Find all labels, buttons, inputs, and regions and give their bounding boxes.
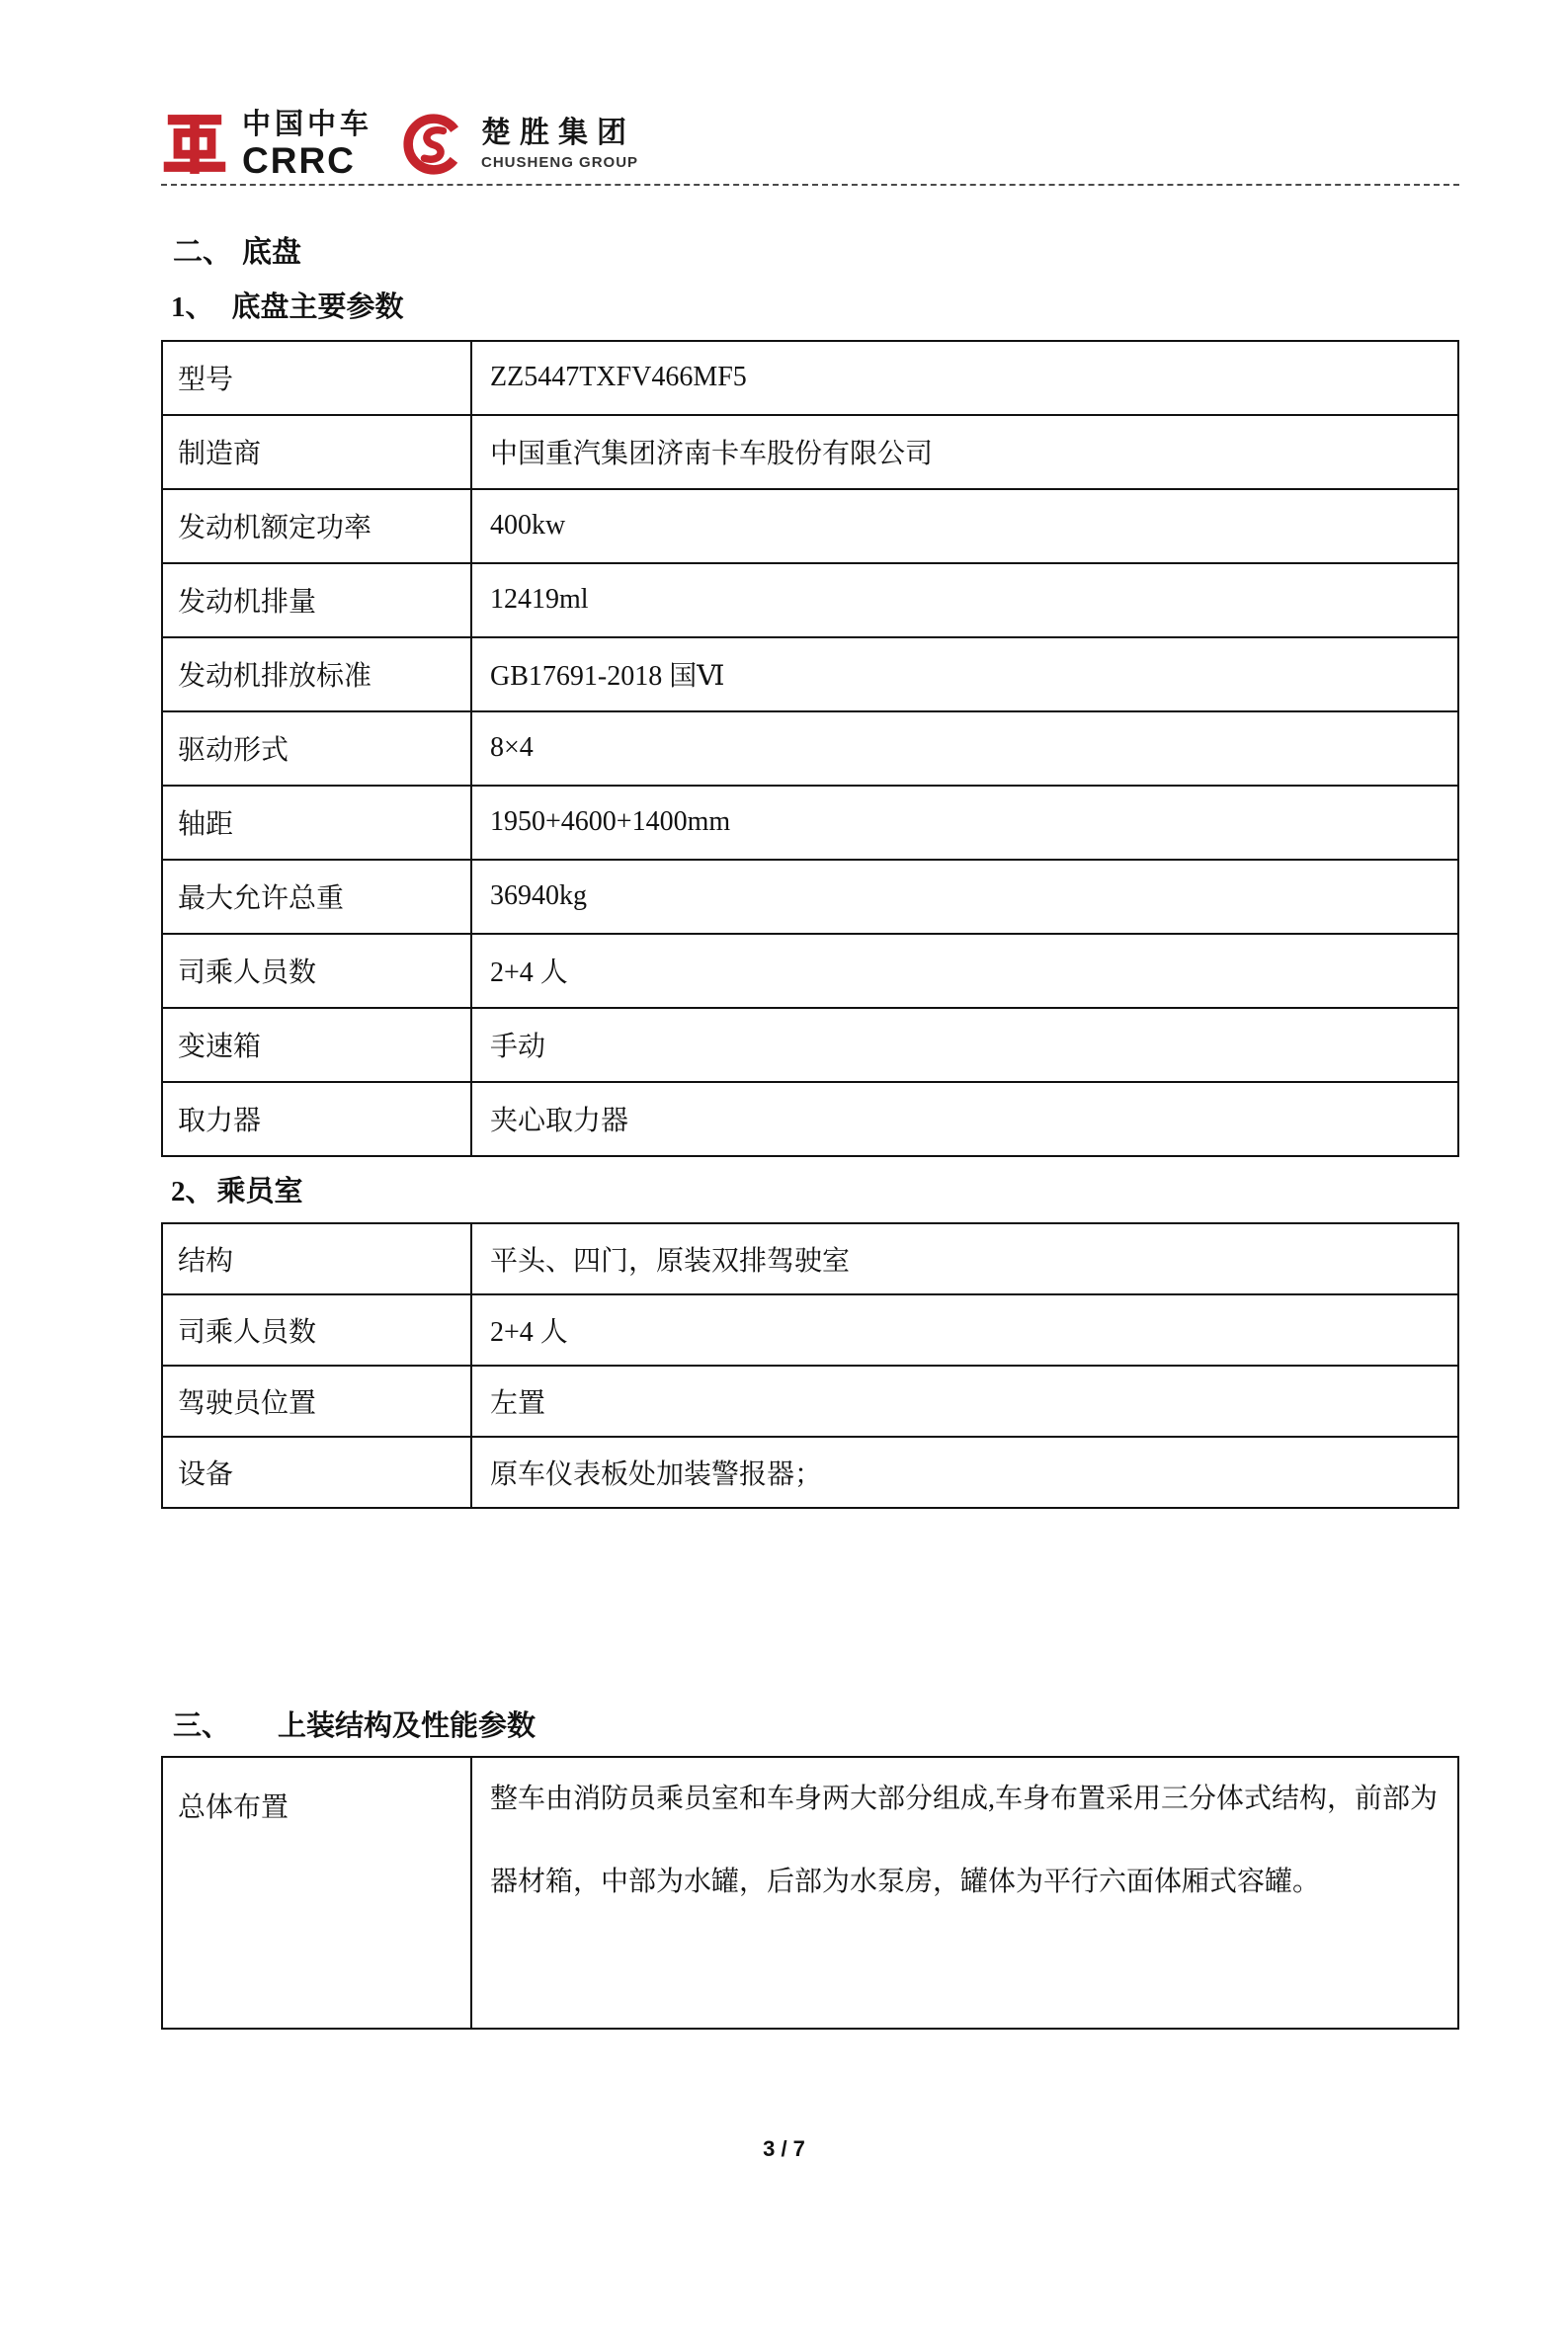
spec-label-cell: 设备 [162,1437,471,1508]
cabin-params-table [161,1222,1459,1509]
chassis-params-table-body [162,341,1458,1156]
table-row [162,1757,1458,2029]
chusheng-logo-text [481,116,639,171]
spec-label-cell: 驾驶员位置 [162,1366,471,1437]
section-heading-body-structure [173,1709,1459,1744]
chusheng-logo [400,111,638,178]
header-logos [161,108,1459,181]
crrc-emblem-icon [161,111,228,178]
spec-value-cell: 夹心取力器 [471,1082,1458,1156]
spec-value-cell: 原车仪表板处加装警报器； [471,1437,1458,1508]
spec-value-cell: 左置 [471,1366,1458,1437]
header-divider [161,184,1459,186]
spec-label-cell: 驱动形式 [162,711,471,786]
spec-value-cell: 平头、四门，原装双排驾驶室 [471,1223,1458,1294]
spec-value-cell: 1950+4600+1400mm [471,786,1458,860]
crrc-name-en: CRRC [242,139,356,181]
crrc-name-cn: 中国中车 [242,108,373,140]
subsection-heading-cabin [171,1175,1459,1209]
table-row [162,489,1458,563]
table-row [162,637,1458,711]
section-number: 二、 [173,236,232,269]
table-row [162,1008,1458,1082]
table-row [162,1294,1458,1366]
spec-value-cell: 手动 [471,1008,1458,1082]
table-row [162,934,1458,1008]
spec-label-cell: 结构 [162,1223,471,1294]
body-structure-table [161,1756,1459,2030]
spec-label-cell: 发动机排放标准 [162,637,471,711]
spec-label-cell: 取力器 [162,1082,471,1156]
spec-label-cell: 变速箱 [162,1008,471,1082]
spec-value-cell: 2+4 人 [471,934,1458,1008]
section-number: 三、 [173,1709,231,1742]
table-row [162,711,1458,786]
table-row [162,341,1458,415]
spec-value-cell: ZZ5447TXFV466MF5 [471,341,1458,415]
section-title: 底盘 [242,236,301,269]
spec-label-cell: 型号 [162,341,471,415]
spec-value-cell: 整车由消防员乘员室和车身两大部分组成,车身布置采用三分体式结构，前部为器材箱，中部为水罐，后部为水泵房，罐体为平行六面体厢式容罐。 [471,1757,1458,2029]
page-number: 3 / 7 [763,2136,805,2161]
document-page [0,108,1568,2030]
spec-label-cell: 发动机排量 [162,563,471,637]
table-row [162,1437,1458,1508]
table-row [162,786,1458,860]
spec-value-cell: 2+4 人 [471,1294,1458,1366]
cabin-params-table-body [162,1223,1458,1508]
spec-label-cell: 总体布置 [162,1757,471,2029]
spec-label-cell: 轴距 [162,786,471,860]
subsection-number: 1、 [171,291,214,323]
crrc-logo [161,108,373,181]
table-row [162,563,1458,637]
table-row [162,1223,1458,1294]
subsection-title: 底盘主要参数 [231,291,404,323]
spec-value-cell: 12419ml [471,563,1458,637]
spec-label-cell: 司乘人员数 [162,934,471,1008]
table-row [162,860,1458,934]
table-row [162,415,1458,489]
subsection-heading-chassis-params [171,291,1459,325]
table-row [162,1082,1458,1156]
subsection-title: 乘员室 [216,1175,303,1207]
spec-label-cell: 司乘人员数 [162,1294,471,1366]
subsection-number: 2、 [171,1175,214,1207]
spec-value-cell: GB17691-2018 国Ⅵ [471,637,1458,711]
spec-value-cell: 36940kg [471,860,1458,934]
chusheng-name-cn: 楚胜集团 [481,116,636,149]
crrc-logo-text [242,108,373,181]
spec-label-cell: 发动机额定功率 [162,489,471,563]
section-heading-chassis [173,235,1459,271]
spec-label-cell: 最大允许总重 [162,860,471,934]
chusheng-name-en: CHUSHENG GROUP [481,153,639,171]
table-row [162,1366,1458,1437]
chassis-params-table [161,340,1459,1157]
section-title: 上装结构及性能参数 [278,1709,536,1742]
spec-value-cell: 中国重汽集团济南卡车股份有限公司 [471,415,1458,489]
chusheng-emblem-icon [400,111,467,178]
spec-value-cell: 8×4 [471,711,1458,786]
body-structure-table-body [162,1757,1458,2029]
spec-label-cell: 制造商 [162,415,471,489]
spec-value-cell: 400kw [471,489,1458,563]
